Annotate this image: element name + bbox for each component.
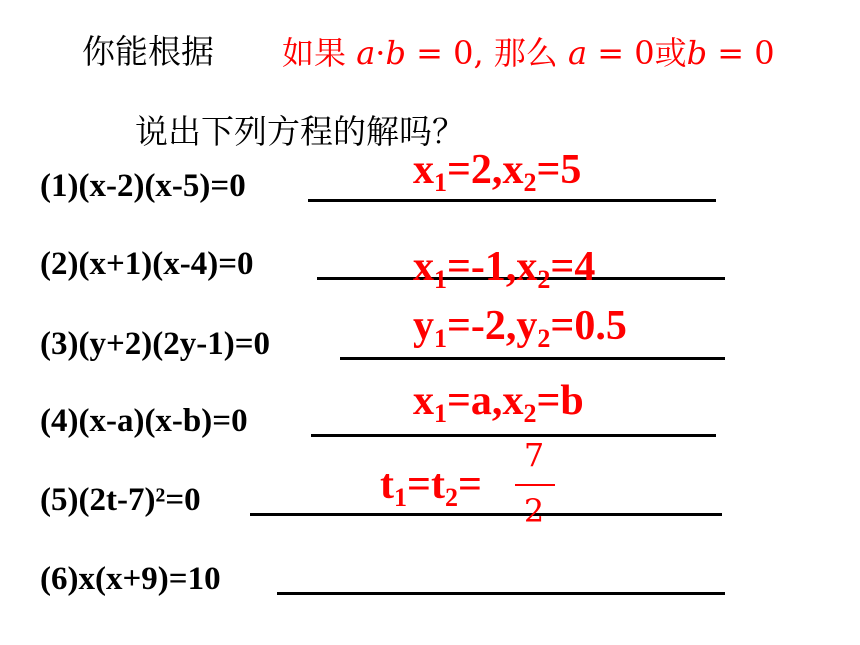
equation-1: (1)(x-2)(x-5)=0 bbox=[40, 168, 246, 204]
dot-operator: · bbox=[375, 34, 386, 72]
equation-6: (6)x(x+9)=10 bbox=[40, 561, 221, 597]
equation-2: (2)(x+1)(x-4)=0 bbox=[40, 246, 254, 282]
answer-4: $x_1=a,x_2=b$ bbox=[413, 378, 584, 428]
equation-5: (5)(2t-7)²=0 bbox=[40, 482, 201, 518]
answer-blank-5 bbox=[250, 513, 722, 516]
equals-zero-3: = 0 bbox=[717, 34, 775, 72]
answer-2: $x_1=-1,x_2=4$ bbox=[413, 244, 596, 294]
var-b: b bbox=[385, 34, 406, 72]
prompt-text: 你能根据 bbox=[82, 32, 214, 71]
var-a: a bbox=[356, 34, 376, 72]
fraction-numerator: 7 bbox=[523, 436, 545, 474]
rule-or: 或 bbox=[654, 34, 687, 72]
equals-zero-2: = 0 bbox=[597, 34, 655, 72]
var-b-2: b bbox=[686, 34, 708, 72]
equation-3: (3)(y+2)(2y-1)=0 bbox=[40, 326, 271, 362]
rule-prefix: 如果 bbox=[282, 34, 347, 72]
question-text: 说出下列方程的解吗？ bbox=[135, 112, 465, 151]
answer-blank-3 bbox=[340, 357, 725, 360]
answer-blank-6 bbox=[277, 592, 725, 595]
fraction-bar bbox=[515, 484, 555, 486]
answer-blank-1 bbox=[308, 199, 716, 202]
zero-product-rule bbox=[282, 28, 775, 74]
answer-3: $y_1=-2,y_2=0.5$ bbox=[413, 303, 627, 353]
equation-4: (4)(x-a)(x-b)=0 bbox=[40, 403, 248, 439]
fraction-denominator: 2 bbox=[523, 492, 545, 530]
var-a-2: a bbox=[567, 34, 588, 72]
equals-zero: = 0, bbox=[416, 34, 484, 72]
answer-5: $t_1=t_2=$ bbox=[380, 462, 482, 512]
rule-then: 那么 bbox=[493, 34, 558, 72]
answer-1: $x_1=2,x_2=5$ bbox=[413, 147, 582, 197]
